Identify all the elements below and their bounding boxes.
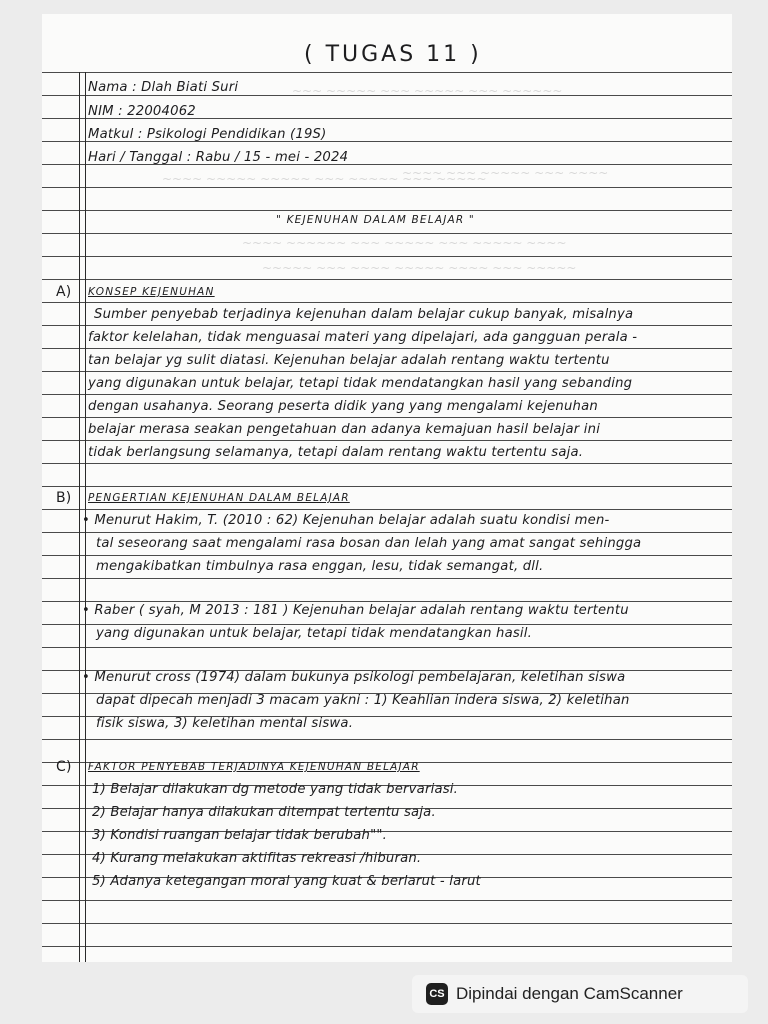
quote-line: tal seseorang saat mengalami rasa bosan dan lelah yang amat sangat sehingga	[96, 536, 642, 551]
rule-line	[42, 532, 732, 533]
rule-line	[42, 417, 732, 418]
rule-line	[42, 486, 732, 487]
rule-line	[42, 946, 732, 947]
rule-line	[42, 578, 732, 579]
camscanner-logo-icon: CS	[426, 983, 448, 1005]
rule-line	[42, 210, 732, 211]
quote-line: dapat dipecah menjadi 3 macam yakni : 1) Keahlian indera siswa, 2) keletihan	[96, 693, 630, 708]
section-a-heading: KONSEP KEJENUHAN	[88, 286, 215, 298]
section-c-heading: FAKTOR PENYEBAB TERJADINYA KEJENUHAN BELAJAR	[88, 761, 420, 773]
section-a-line: faktor kelelahan, tidak menguasai materi yang dipelajari, ada gangguan perala -	[88, 330, 638, 345]
factor-item: 2) Belajar hanya dilakukan ditempat tertentu saja.	[92, 805, 436, 820]
section-a-line: tidak berlangsung selamanya, tetapi dalam rentang waktu tertentu saja.	[88, 445, 584, 460]
rule-line	[42, 647, 732, 648]
quote-line: fisik siswa, 3) keletihan mental siswa.	[96, 716, 354, 731]
rule-line	[42, 601, 732, 602]
rule-line	[42, 371, 732, 372]
rule-line	[42, 900, 732, 901]
section-a-line: Sumber penyebab terjadinya kejenuhan dalam belajar cukup banyak, misalnya	[94, 307, 634, 322]
rule-line	[42, 394, 732, 395]
rule-line	[42, 233, 732, 234]
camscanner-label: Dipindai dengan CamScanner	[456, 984, 683, 1003]
section-a-line: tan belajar yg sulit diatasi. Kejenuhan belajar adalah rentang waktu tertentu	[88, 353, 610, 368]
section-b-heading: PENGERTIAN KEJENUHAN DALAM BELAJAR	[88, 492, 350, 504]
date-line: Hari / Tanggal : Rabu / 15 - mei - 2024	[88, 150, 349, 165]
rule-line	[42, 72, 732, 73]
quote-line: • Menurut Hakim, T. (2010 : 62) Kejenuhan belajar adalah suatu kondisi men-	[82, 513, 610, 528]
section-c-marker: C)	[56, 759, 72, 775]
camscanner-badge	[412, 975, 748, 1013]
factor-item: 4) Kurang melakukan aktifitas rekreasi /hiburan.	[92, 851, 422, 866]
factor-item: 1) Belajar dilakukan dg metode yang tidak bervariasi.	[92, 782, 459, 797]
name-line: Nama : Dlah Biati Suri	[88, 80, 239, 95]
section-a-marker: A)	[56, 284, 72, 300]
rule-line	[42, 624, 732, 625]
page-title: ( TUGAS 11 )	[304, 42, 482, 67]
rule-line	[42, 509, 732, 510]
section-a-line: dengan usahanya. Seorang peserta didik yang yang mengalami kejenuhan	[88, 399, 598, 414]
rule-line	[42, 555, 732, 556]
rule-line	[42, 187, 732, 188]
quote-line: • Raber ( syah, M 2013 : 181 ) Kejenuhan belajar adalah rentang waktu tertentu	[82, 603, 629, 618]
rule-line	[42, 923, 732, 924]
rule-line	[42, 739, 732, 740]
factor-item: 5) Adanya ketegangan moral yang kuat & berlarut - larut	[92, 874, 481, 889]
factor-item: 3) Kondisi ruangan belajar tidak berubah"".	[92, 828, 388, 843]
course-line: Matkul : Psikologi Pendidikan (19S)	[88, 127, 327, 142]
section-b-marker: B)	[56, 490, 72, 506]
section-a-line: yang digunakan untuk belajar, tetapi tidak mendatangkan hasil yang sebanding	[88, 376, 633, 391]
rule-line	[42, 302, 732, 303]
notebook-page: ~~~ ~~~~~ ~~~ ~~~~~ ~~~ ~~~~~~ ~~~~ ~~~ ~~~~~ ~~~ ~~~~ ~~~~ ~~~~~ ~~~~~ ~~~ ~~~~~ ~~~ ~~~~~ ~~~~ ~~~~~~ ~~~ ~~~~~ ~~~ ~~~~~ ~~~~ ~~~~~ ~~~ ~~~~ ~~~~~ ~~~~ ~~~ ~~~~~ ( TUGAS 11 ) Nama : Dlah Biati Suri NIM : 22004062 Matkul : Psikologi Pendidikan (19S) Hari / Tanggal : Rabu / 15 - mei - 2024 " KEJENUHAN DALAM BELAJAR " A) KONSEP KEJENUHAN Sumber penyebab terjadinya kejenuhan dalam belajar cukup banyak, misalnya faktor kelelahan, tidak menguasai materi yang dipelajari, ada gangguan perala - tan belajar yg sulit diatasi. Kejenuhan belajar adalah rentang waktu tertentu yang digunakan untuk belajar, tetapi tidak mendatangkan hasil yang sebanding dengan usahanya. Seorang peserta didik yang yang mengalami kejenuhan belajar merasa seakan pengetahuan dan adanya kemajuan hasil belajar ini tidak berlangsung selamanya, tetapi dalam rentang waktu tertentu saja. B) PENGERTIAN KEJENUHAN DALAM BELAJAR • Menurut Hakim, T. (2010 : 62) Kejenuhan belajar adalah suatu kondisi men- tal seseorang saat mengalami rasa bosan dan lelah yang amat sangat sehingga mengakibatkan timbulnya rasa enggan, lesu, tidak semangat, dll. • Raber ( syah, M 2013 : 181 ) Kejenuhan belajar adalah rentang waktu tertentu yang digunakan untuk belajar, tetapi tidak mendatangkan hasil. • Menurut cross (1974) dalam bukunya psikologi pembelajaran, keletihan siswa dapat dipecah menjadi 3 macam yakni : 1) Keahlian indera siswa, 2) keletihan fisik siswa, 3) keletihan mental siswa. C) FAKTOR PENYEBAB TERJADINYA KEJENUHAN BELAJAR 1) Belajar dilakukan dg metode yang tidak bervariasi. 2) Belajar hanya dilakukan ditempat tertentu saja. 3) Kondisi ruangan belajar tidak berubah"". 4) Kurang melakukan aktifitas rekreasi /hiburan. 5) Adanya ketegangan moral yang kuat & berlarut - larut	[42, 14, 732, 962]
nim-line: NIM : 22004062	[88, 104, 196, 119]
margin-line	[79, 72, 80, 962]
rule-line	[42, 440, 732, 441]
topic-heading: " KEJENUHAN DALAM BELAJAR "	[276, 214, 475, 226]
quote-line: • Menurut cross (1974) dalam bukunya psikologi pembelajaran, keletihan siswa	[82, 670, 626, 685]
quote-line: yang digunakan untuk belajar, tetapi tidak mendatangkan hasil.	[96, 626, 533, 641]
quote-line: mengakibatkan timbulnya rasa enggan, lesu, tidak semangat, dll.	[96, 559, 544, 574]
rule-line	[42, 256, 732, 257]
rule-line	[42, 279, 732, 280]
section-a-line: belajar merasa seakan pengetahuan dan adanya kemajuan hasil belajar ini	[88, 422, 601, 437]
rule-line	[42, 348, 732, 349]
rule-line	[42, 463, 732, 464]
rule-line	[42, 325, 732, 326]
